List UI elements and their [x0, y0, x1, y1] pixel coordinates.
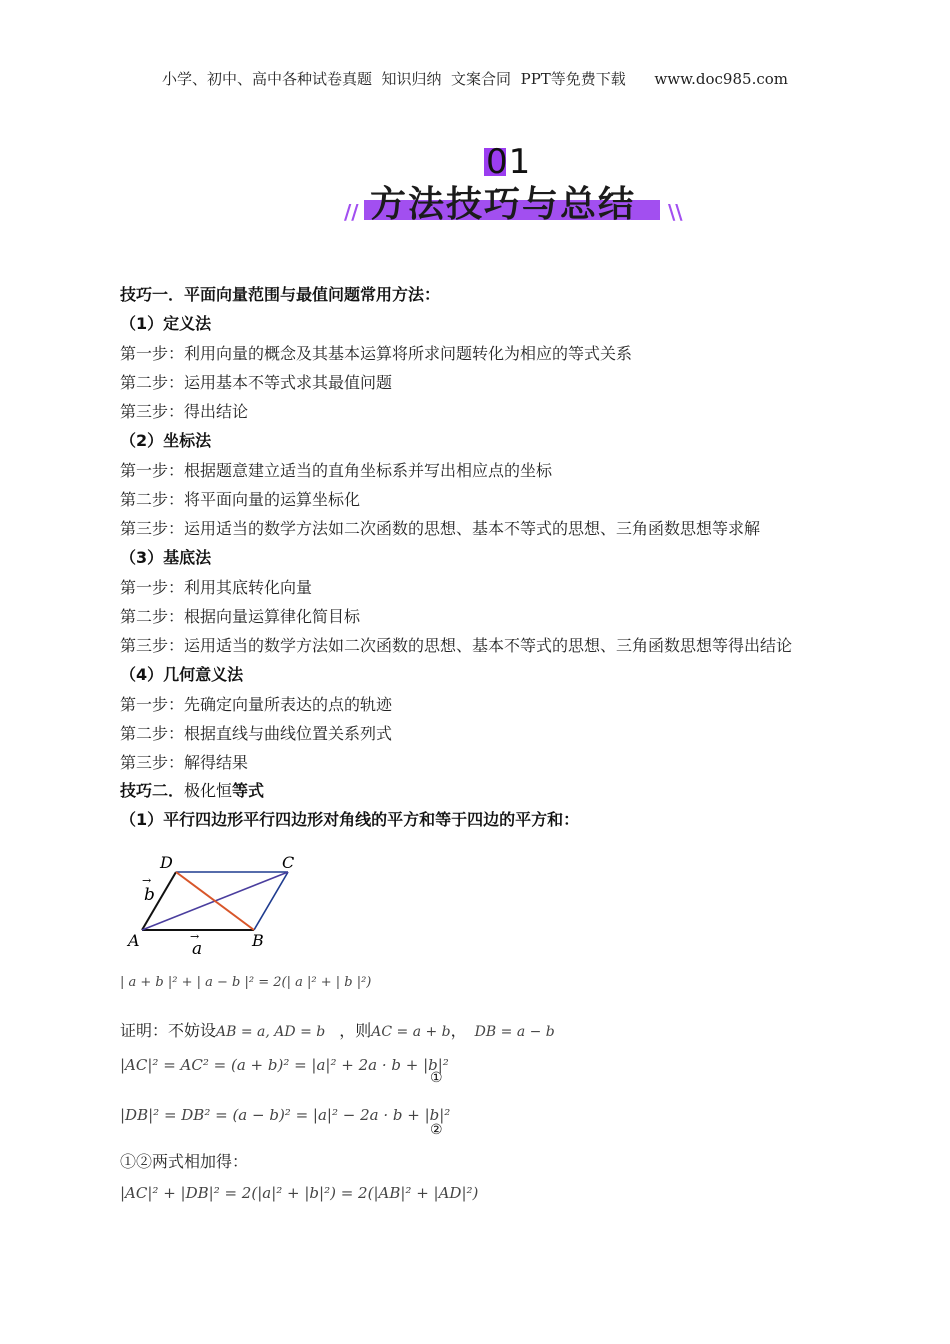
section-number: 01	[486, 142, 532, 182]
method-step: 第一步：根据题意建立适当的直角坐标系并写出相应点的坐标	[120, 461, 553, 480]
vector-b-arrow: →	[142, 874, 152, 887]
proof-prefix: 证明：不妨设	[120, 1021, 217, 1040]
method-heading: （3）基底法	[120, 548, 212, 567]
slash-decoration-right: \\	[668, 200, 683, 224]
method-heading: （2）坐标法	[120, 431, 212, 450]
method-step: 第三步：运用适当的数学方法如二次函数的思想、基本不等式的思想、三角函数思想等求解	[120, 519, 761, 538]
method-step: 第一步：利用其底转化向量	[120, 578, 313, 597]
equation-1-mark: ①	[430, 1070, 443, 1086]
label-c: C	[282, 853, 295, 872]
label-d: D	[160, 853, 173, 872]
proof-db: DB = a − b	[474, 1024, 555, 1040]
proof-ac: AC = a + b	[371, 1024, 451, 1040]
parallelogram-diagram	[118, 848, 318, 963]
vector-a-label: a	[192, 939, 203, 959]
label-b: B	[252, 931, 264, 950]
method-step: 第三步：解得结果	[120, 753, 249, 772]
proof-comma: ，	[450, 1021, 467, 1040]
proof-then: ，则	[339, 1021, 372, 1040]
tip2-title	[120, 778, 264, 801]
method-step: 第三步：运用适当的数学方法如二次函数的思想、基本不等式的思想、三角函数思想等得出结论	[120, 636, 793, 655]
method-step: 第一步：先确定向量所表达的点的轨迹	[120, 695, 393, 714]
vector-b-label: b	[144, 885, 155, 905]
equation-1: |AC|² = AC² = (a + b)² = |a|² + 2a · b + |b|²	[120, 1056, 449, 1074]
sum-text: ①②两式相加得：	[120, 1152, 249, 1171]
section-title: 方法技巧与总结	[370, 184, 637, 225]
tip2-title-b: 极化恒	[184, 781, 233, 800]
method-step: 第三步：得出结论	[120, 402, 249, 421]
equation-2: |DB|² = DB² = (a − b)² = |a|² − 2a · b + |b|²	[120, 1106, 451, 1124]
method-step: 第二步：将平面向量的运算坐标化	[120, 490, 361, 509]
method-heading: （4）几何意义法	[120, 665, 244, 684]
label-a: A	[128, 931, 140, 950]
equation-3: |AC|² + |DB|² = 2(|a|² + |b|²) = 2(|AB|² + |AD|²)	[120, 1184, 479, 1202]
method-step: 第二步：根据向量运算律化简目标	[120, 607, 361, 626]
identity-formula: | a + b |² + | a − b |² = 2(| a |² + | b |²)	[120, 975, 372, 990]
slash-decoration-left: //	[344, 200, 359, 224]
page-header: 小学、初中、高中各种试卷真题 知识归纳 文案合同 PPT等免费下载 www.doc985.com	[161, 70, 788, 88]
method-step: 第二步：根据直线与曲线位置关系列式	[120, 724, 393, 743]
proof-line	[120, 1018, 555, 1041]
diagonal-db	[176, 872, 254, 930]
tip1-title: 技巧一．平面向量范围与最值问题常用方法：	[120, 285, 441, 304]
method-heading: （1）定义法	[120, 314, 212, 333]
edge-bc	[254, 872, 288, 930]
vector-a-arrow: →	[190, 930, 200, 943]
tip2-title-a: 技巧二．	[120, 781, 185, 800]
tip2-title-c: 等式	[232, 781, 265, 800]
method-step: 第二步：运用基本不等式求其最值问题	[120, 373, 393, 392]
method-step: 第一步：利用向量的概念及其基本运算将所求问题转化为相应的等式关系	[120, 344, 633, 363]
tip2-subtitle: （1）平行四边形平行四边形对角线的平方和等于四边的平方和：	[120, 810, 580, 829]
proof-set: AB = a, AD = b	[216, 1024, 326, 1040]
section-banner	[340, 138, 690, 238]
equation-2-mark: ②	[430, 1122, 443, 1138]
